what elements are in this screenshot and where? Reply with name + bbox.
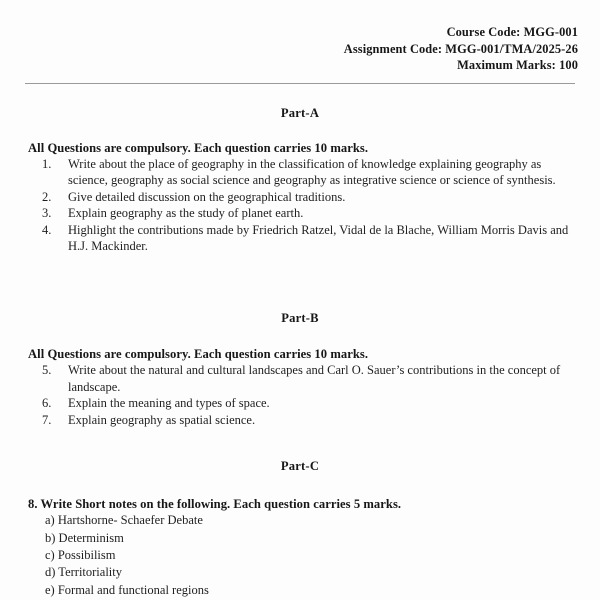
document-header	[0, 0, 600, 74]
question-item	[0, 222, 600, 255]
maximum-marks-line: Maximum Marks: 100	[457, 58, 578, 72]
part-a-instruction: All Questions are compulsory. Each question carries 10 marks.	[28, 140, 369, 155]
question-text: Give detailed discussion on the geographical traditions.	[68, 189, 346, 204]
course-code-line: Course Code: MGG-001	[446, 25, 578, 39]
question-text: Highlight the contributions made by Friedrich Ratzel, Vidal de la Blache, William Morris Davis and H.J. Mackinder.	[68, 222, 569, 254]
question-item	[0, 412, 600, 429]
subitem: a) Hartshorne- Schaefer Debate	[45, 513, 203, 528]
subitem: d) Territoriality	[45, 565, 122, 580]
question-item	[0, 205, 600, 222]
subitem: c) Possibilism	[45, 548, 116, 563]
part-a-heading: Part-A	[280, 105, 320, 120]
part-b-instruction: All Questions are compulsory. Each question carries 10 marks.	[28, 347, 369, 362]
question-text: Explain the meaning and types of space.	[68, 396, 270, 411]
question-number: 1.	[42, 156, 52, 171]
subitem: b) Determinism	[45, 530, 124, 545]
part-b-heading: Part-B	[281, 311, 319, 326]
question-text: Write about the place of geography in the classification of knowledge explaining geography as science, geography as social science and geography as integrative science or science of synthesis.	[68, 156, 556, 188]
question-text: Write about the natural and cultural landscapes and Carl O. Sauer’s contributions in the concept of landscape.	[68, 363, 561, 394]
part-c-subitem-list	[0, 512, 600, 598]
part-c-question-8: 8. Write Short notes on the following. Each question carries 5 marks.	[28, 497, 402, 512]
subitem: e) Formal and functional regions	[45, 582, 209, 597]
question-number: 7.	[42, 412, 52, 427]
assignment-code-line: Assignment Code: MGG-001/TMA/2025-26	[343, 41, 578, 56]
question-number: 5.	[42, 363, 52, 378]
question-item	[0, 189, 600, 206]
question-number: 4.	[42, 222, 52, 237]
question-text: Explain geography as spatial science.	[68, 412, 256, 427]
question-item	[0, 395, 600, 412]
question-number: 6.	[42, 396, 52, 411]
part-a-question-list	[0, 156, 600, 256]
question-number: 3.	[42, 206, 52, 221]
header-divider	[25, 83, 575, 84]
question-text: Explain geography as the study of planet earth.	[68, 206, 304, 221]
question-item	[0, 156, 600, 189]
question-item	[0, 362, 600, 395]
part-b-question-list	[0, 362, 600, 428]
part-c-heading: Part-C	[280, 459, 320, 474]
question-number: 2.	[42, 189, 52, 204]
